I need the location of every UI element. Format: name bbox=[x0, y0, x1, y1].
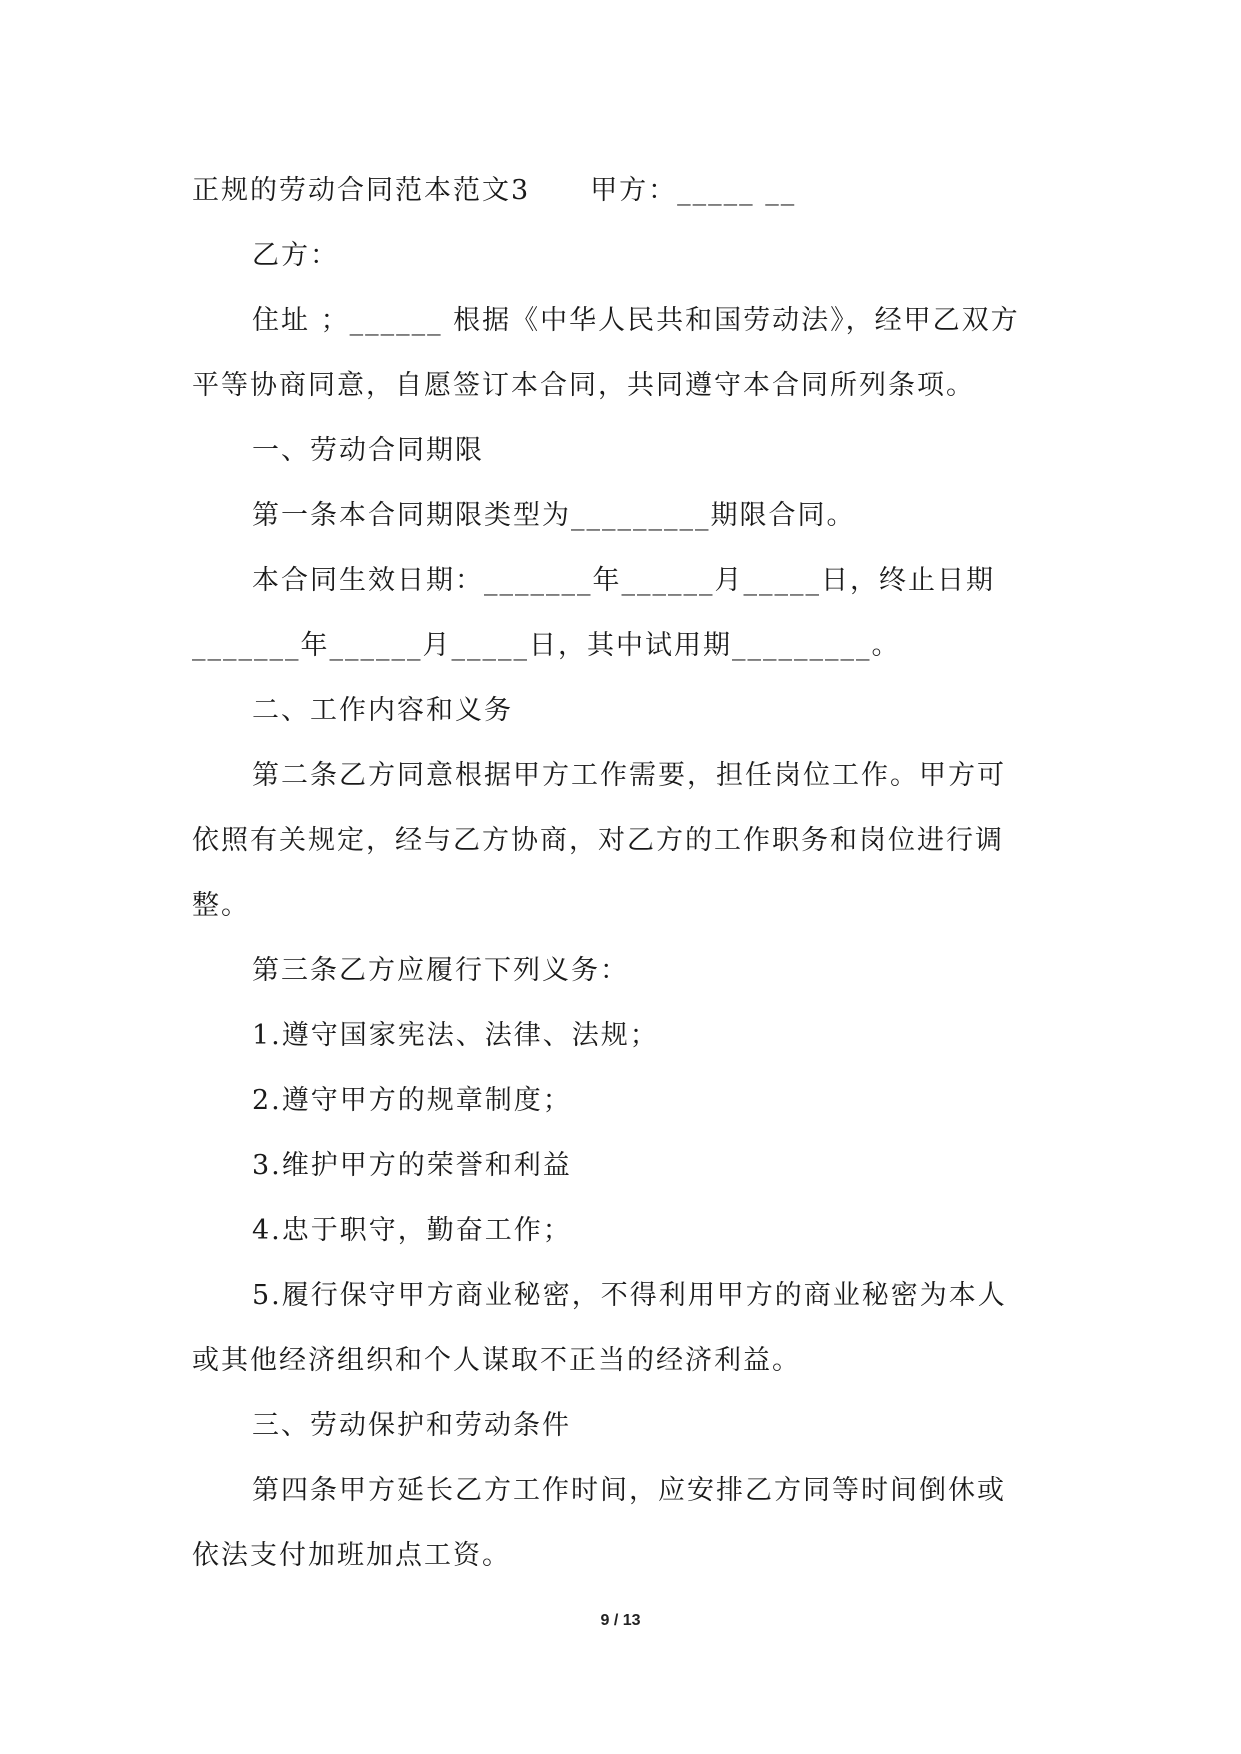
section-heading: 二、工作内容和义务 bbox=[252, 695, 513, 726]
paragraph-line: 住址 ；______ 根据《中华人民共和国劳动法》，经甲乙双方 bbox=[252, 305, 1020, 336]
list-item: 5.履行保守甲方商业秘密，不得利用甲方的商业秘密为本人 bbox=[252, 1280, 1007, 1311]
paragraph-line: 第三条乙方应履行下列义务： bbox=[252, 955, 629, 986]
paragraph-line: 本合同生效日期：_______年______月_____日，终止日期 bbox=[252, 565, 995, 596]
paragraph-line: 依照有关规定，经与乙方协商，对乙方的工作职务和岗位进行调 bbox=[192, 825, 1004, 856]
list-item: 4.忠于职守，勤奋工作； bbox=[252, 1215, 572, 1246]
document-body bbox=[192, 158, 1052, 1588]
paragraph-line: 依法支付加班加点工资。 bbox=[192, 1540, 511, 1571]
paragraph-line: _______年______月_____日，其中试用期_________。 bbox=[192, 630, 901, 661]
list-item: 1.遵守国家宪法、法律、法规； bbox=[252, 1020, 659, 1051]
document-title: 正规的劳动合同范本范文3 bbox=[192, 175, 531, 206]
page-number: 9 / 13 bbox=[600, 1612, 641, 1629]
party-a-line: 甲方：_____ __ bbox=[590, 175, 797, 206]
title-line bbox=[192, 158, 1052, 223]
paragraph-line: 第一条本合同期限类型为_________期限合同。 bbox=[252, 500, 856, 531]
section-heading: 一、劳动合同期限 bbox=[252, 435, 484, 466]
paragraph-line: 整。 bbox=[192, 890, 250, 921]
paragraph-line: 第二条乙方同意根据甲方工作需要，担任岗位工作。甲方可 bbox=[252, 760, 1006, 791]
paragraph-line: 平等协商同意，自愿签订本合同，共同遵守本合同所列条项。 bbox=[192, 370, 975, 401]
list-item: 2.遵守甲方的规章制度； bbox=[252, 1085, 572, 1116]
paragraph-line: 或其他经济组织和个人谋取不正当的经济利益。 bbox=[192, 1345, 801, 1376]
section-heading: 三、劳动保护和劳动条件 bbox=[252, 1410, 571, 1441]
list-item: 3.维护甲方的荣誉和利益 bbox=[252, 1150, 572, 1181]
paragraph-line: 第四条甲方延长乙方工作时间，应安排乙方同等时间倒休或 bbox=[252, 1475, 1006, 1506]
paragraph-line: 乙方： bbox=[252, 240, 339, 271]
